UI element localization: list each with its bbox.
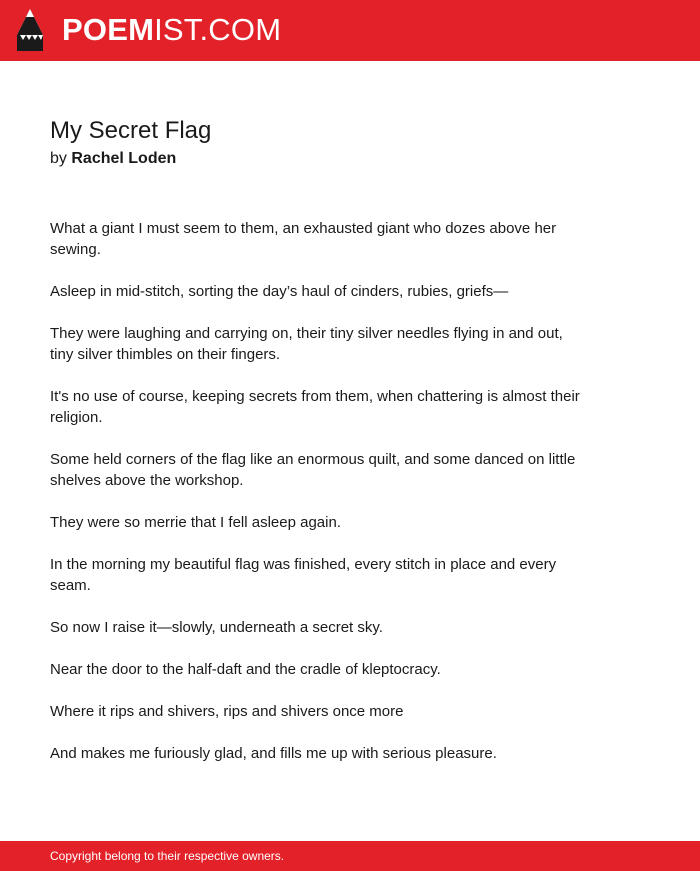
copyright-notice: Copyright belong to their respective owners.: [50, 849, 285, 863]
poem-stanza: They were so merrie that I fell asleep again.: [50, 514, 341, 531]
logo-text-bold: POEM: [62, 12, 155, 47]
site-footer: [0, 841, 700, 871]
poem-stanza: And makes me furiously glad, and fills me up with serious pleasure.: [50, 745, 497, 762]
poem-stanza: They were laughing and carrying on, their tiny silver needles flying in and out, tiny silver thimbles on their fingers.: [50, 325, 563, 363]
poem-stanza: What a giant I must seem to them, an exhausted giant who dozes above her sewing.: [50, 220, 557, 258]
logo-text-light: IST.COM: [154, 12, 282, 47]
poem-byline: [50, 148, 176, 170]
poem-author: Rachel Loden: [71, 150, 177, 167]
poem-stanza: Asleep in mid-stitch, sorting the day’s haul of cinders, rubies, griefs—: [50, 283, 509, 300]
poem-stanza: Near the door to the half-daft and the cradle of kleptocracy.: [50, 661, 441, 678]
poem-body: [50, 218, 580, 785]
site-header: [0, 0, 700, 61]
poem-title: My Secret Flag: [50, 117, 212, 144]
poem-stanza: So now I raise it—slowly, underneath a secret sky.: [50, 619, 383, 636]
poem-stanza: In the morning my beautiful flag was finished, every stitch in place and every seam.: [50, 556, 557, 594]
poem-stanza: Where it rips and shivers, rips and shivers once more: [50, 703, 404, 720]
site-logo[interactable]: [62, 11, 281, 49]
poem-stanza: Some held corners of the flag like an enormous quilt, and some danced on little shelves above the workshop.: [50, 451, 576, 489]
poem-stanza: It's no use of course, keeping secrets from them, when chattering is almost their religion.: [50, 388, 580, 426]
pencil-tip-icon[interactable]: [17, 9, 43, 51]
byline-prefix: by: [50, 150, 67, 167]
